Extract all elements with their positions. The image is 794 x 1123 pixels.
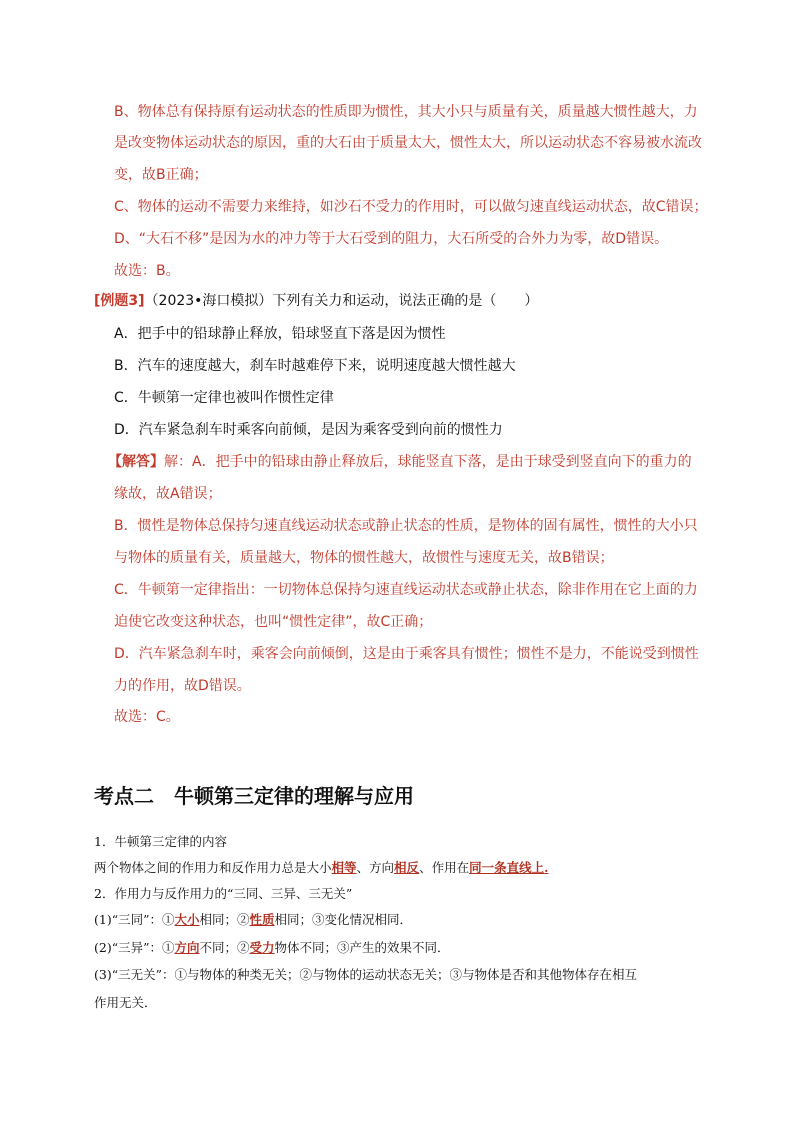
line-text: 相同；② — [199, 912, 250, 927]
solution-b3-line-1: B．惯性是物体总保持匀速直线运动状态或静止状态的性质，是物体的固有属性，惯性的大小只 — [114, 518, 698, 534]
solution-b3-line-2: 与物体的质量有关，质量越大，物体的惯性越大，故惯性与速度无关，故B错误； — [114, 550, 614, 566]
solution-b-line-3: 变，故B正确； — [114, 167, 208, 183]
option-d: D．汽车紧急刹车时乘客向前倾，是因为乘客受到向前的惯性力 — [114, 422, 503, 438]
line-text: (1)“三同”：① — [94, 912, 175, 927]
solution-c3-line-2: 迫使它改变这种状态，也叫“惯性定律”，故C正确； — [114, 614, 433, 630]
keyword-magnitude: 大小 — [174, 912, 200, 927]
answer-line: 故选：B。 — [114, 263, 180, 279]
section-heading: 考点二 牛顿第三定律的理解与应用 — [94, 784, 414, 808]
keyword-force-receiver: 受力 — [249, 940, 275, 955]
item-1-text: 、方向 — [356, 860, 395, 875]
solution-d3-line-1: D．汽车紧急刹车时，乘客会向前倾倒，这是由于乘客具有惯性；惯性不是力，不能说受到惯性 — [114, 646, 699, 662]
solution-a-text: 解：A．把手中的铅球由静止释放后，球能竖直下落，是由于球受到竖直向下的重力的 — [164, 454, 692, 470]
solution-c-line: C、物体的运动不需要力来维持，如沙石不受力的作用时，可以做匀速直线运动状态，故C错误； — [114, 199, 708, 215]
three-unrelated-line-2: 作用无关． — [94, 995, 157, 1010]
option-c: C．牛顿第一定律也被叫作惯性定律 — [114, 390, 334, 406]
example-3-stem-line — [94, 291, 538, 311]
solution-b-line-1: B、物体总有保持原有运动状态的性质即为惯性，其大小只与质量有关，质量越大惯性越大，力 — [114, 104, 698, 120]
line-text: 物体不同；③产生的效果不同． — [274, 940, 450, 955]
item-1-text: 、作用在 — [419, 860, 470, 875]
keyword-period: . — [544, 860, 549, 875]
example-label: [例题3] — [94, 293, 145, 309]
item-1-title: 1．牛顿第三定律的内容 — [94, 834, 227, 849]
solution-d3-line-2: 力的作用，故D错误。 — [114, 678, 251, 694]
answer-line-2: 故选：C。 — [114, 709, 180, 725]
solution-a-line-2: 缘故，故A错误； — [114, 486, 222, 502]
item-1-content — [94, 859, 548, 877]
solution-d-line: D、“大石不移”是因为水的冲力等于大石受到的阻力，大石所受的合外力为零，故D错误。 — [114, 231, 669, 247]
solution-c3-line-1: C．牛顿第一定律指出：一切物体总保持匀速直线运动状态或静止状态，除非作用在它上面的力 — [114, 582, 698, 598]
keyword-direction: 方向 — [174, 940, 200, 955]
line-text: 不同；② — [199, 940, 250, 955]
item-2-title: 2．作用力与反作用力的“三同、三异、三无关” — [94, 886, 353, 901]
three-diff-line — [94, 939, 450, 957]
solution-b-line-2: 是改变物体运动状态的原因，重的大石由于质量太大，惯性太大，所以运动状态不容易被水流改 — [114, 135, 702, 151]
item-1-text: 两个物体之间的作用力和反作用力总是大小 — [94, 860, 332, 875]
option-b: B．汽车的速度越大，刹车时越难停下来，说明速度越大惯性越大 — [114, 358, 516, 374]
option-a: A．把手中的铅球静止释放，铅球竖直下落是因为惯性 — [114, 326, 446, 342]
solution-label: 【解答】 — [108, 454, 164, 470]
keyword-opposite: 相反 — [394, 860, 420, 875]
solution-a-line-1 — [108, 452, 692, 472]
keyword-same-line: 同一条直线上 — [469, 860, 545, 875]
keyword-equal: 相等 — [331, 860, 357, 875]
three-unrelated-line-1: (3)“三无关”：①与物体的种类无关；②与物体的运动状态无关；③与物体是否和其他物体存在相互 — [94, 967, 637, 982]
example-stem: （2023•海口模拟）下列有关力和运动，说法正确的是（ ） — [144, 293, 539, 309]
line-text: 相同；③变化情况相同． — [274, 912, 413, 927]
three-same-line — [94, 911, 412, 929]
keyword-nature: 性质 — [249, 912, 275, 927]
line-text: (2)“三异”：① — [94, 940, 175, 955]
